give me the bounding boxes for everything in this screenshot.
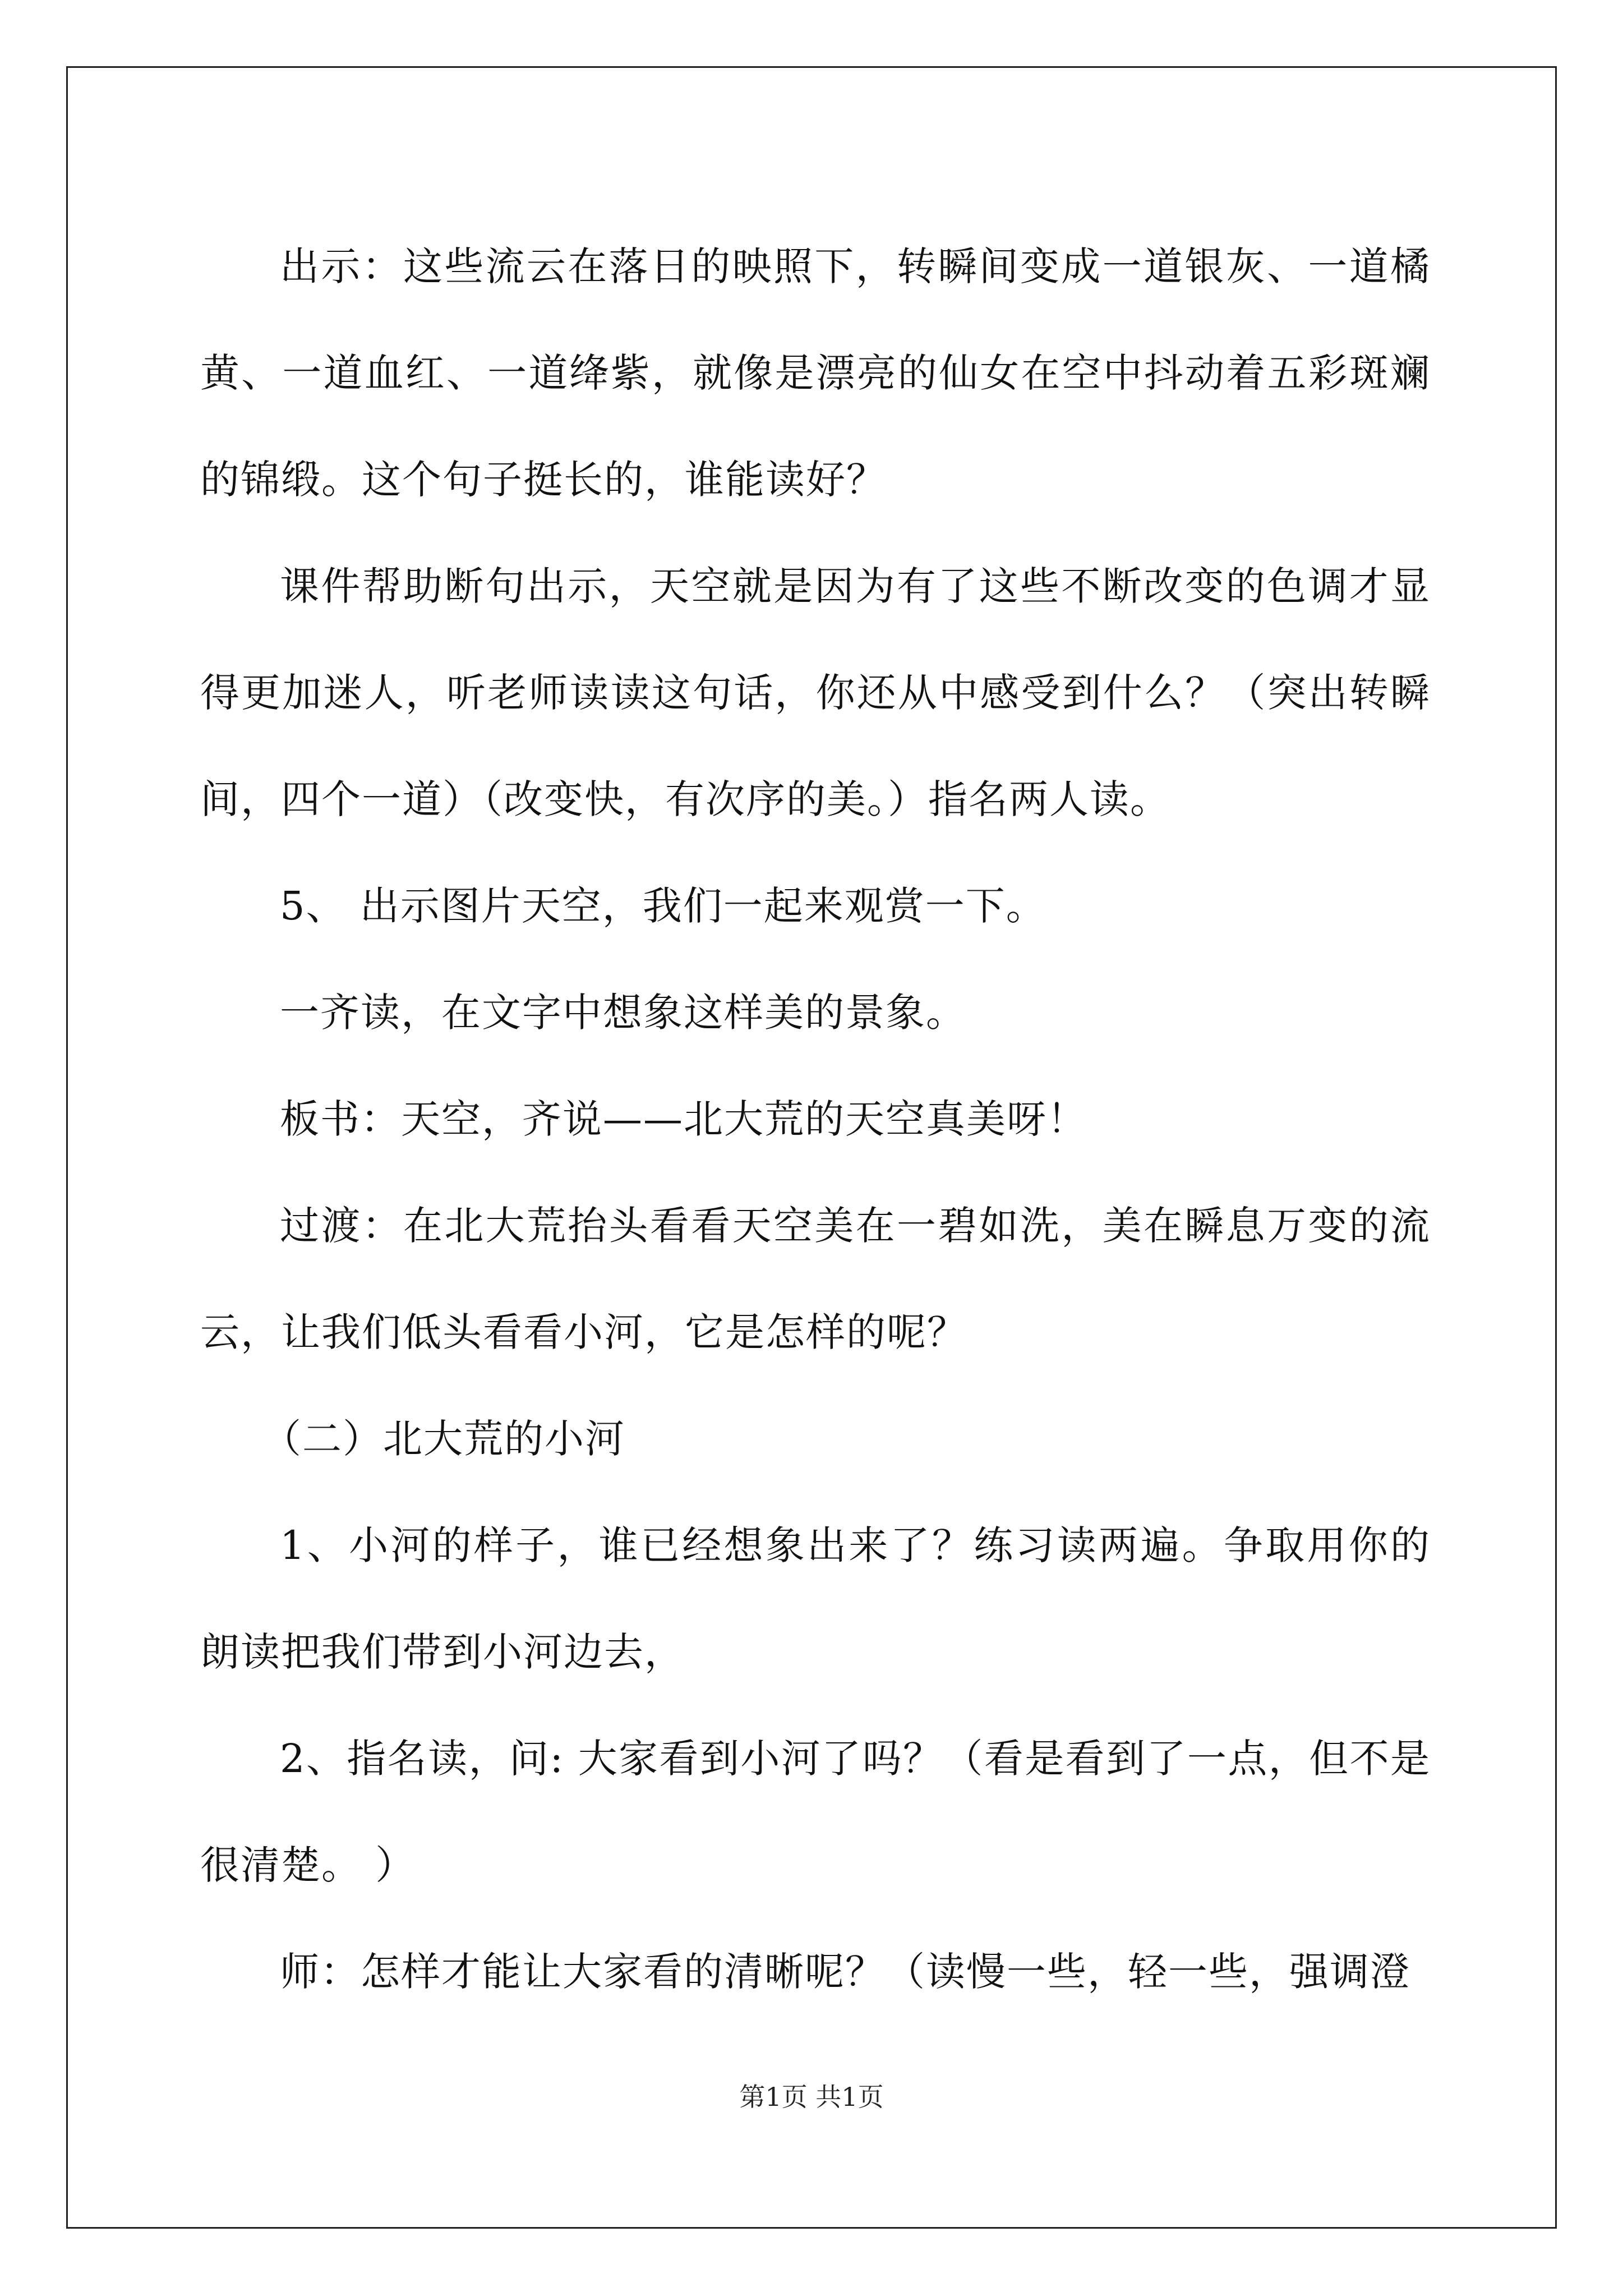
paragraph: 5、 出示图片天空，我们一起来观赏一下。 xyxy=(280,883,1046,929)
paragraph: 一齐读，在文字中想象这样美的景象。 xyxy=(280,990,966,1036)
paragraph: 过渡：在北大荒抬头看看天空美在一碧如洗，美在瞬息万变的流云，让我们低头看看小河，它是怎样的呢？ xyxy=(200,1203,1431,1355)
paragraph: 板书：天空，齐说——北大荒的天空真美呀！ xyxy=(280,1096,1087,1142)
page-footer: 第1页 共1页 xyxy=(739,2082,884,2112)
section-heading: （二）北大荒的小河 xyxy=(262,1416,625,1462)
paragraph: 师：怎样才能让大家看的清晰呢？（读慢一些，轻一些，强调澄 xyxy=(280,1949,1410,1995)
paragraph: 1、小河的样子，谁已经想象出来了？练习读两遍。争取用你的朗读把我们带到小河边去， xyxy=(200,1522,1431,1675)
paragraph: 出示：这些流云在落日的映照下，转瞬间变成一道银灰、一道橘黄、一道血红、一道绛紫，就像是漂亮的仙女在空中抖动着五彩斑斓的锦缎。这个句子挺长的，谁能读好？ xyxy=(200,243,1431,503)
document-body xyxy=(200,213,1431,2025)
paragraph: 课件帮助断句出示，天空就是因为有了这些不断改变的色调才显得更加迷人，听老师读读这句话，你还从中感受到什么？（突出转瞬间，四个一道）（改变快，有次序的美。）指名两人读。 xyxy=(200,563,1431,822)
paragraph: 2、指名读，问: 大家看到小河了吗？（看是看到了一点，但不是很清楚。 ） xyxy=(200,1736,1431,1888)
